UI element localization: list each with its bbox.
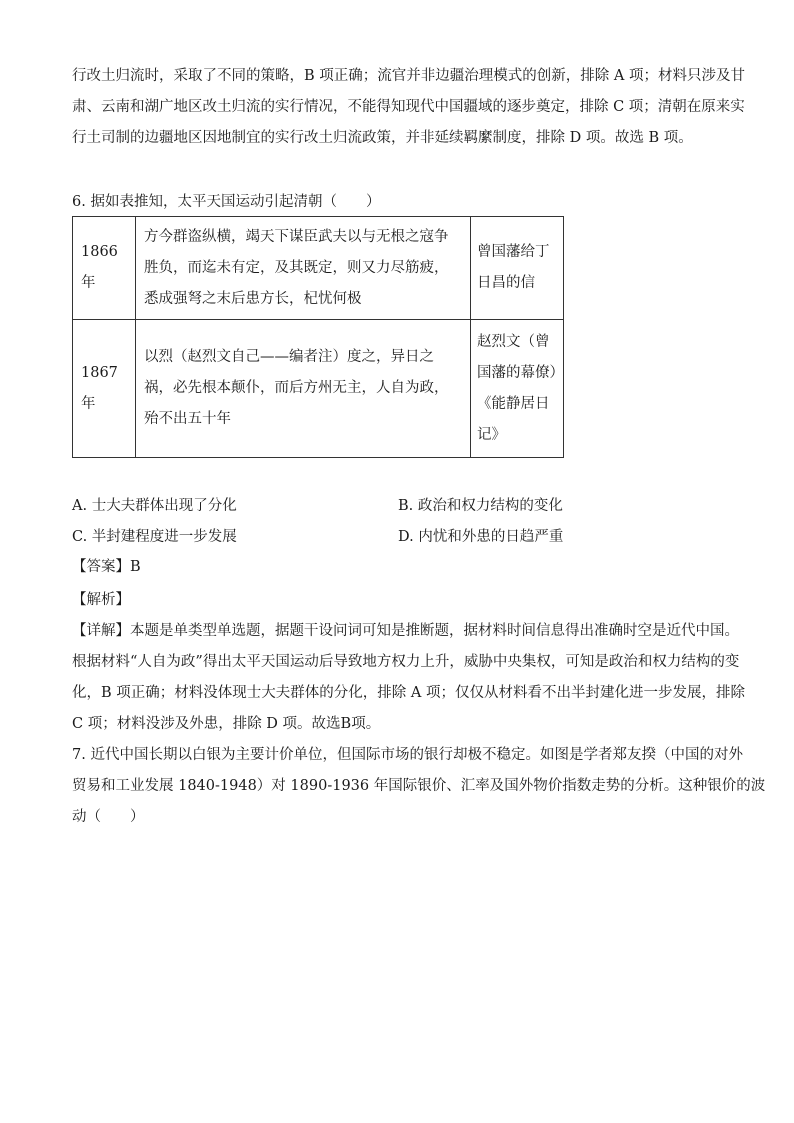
year-cell: 1867 年 — [73, 320, 136, 458]
answer-label: 【答案】 — [72, 559, 130, 575]
question-7-line: 贸易和工业发展 1840-1948）对 1890-1936 年国际银价、汇率及国外物价指数走势的分析。这种银价的波 — [72, 778, 766, 794]
prev-explanation-line: 行土司制的边疆地区因地制宜的实行改土归流政策，并非延续羁縻制度，排除 D 项。故选 B 项。 — [72, 130, 693, 146]
table-row — [73, 320, 564, 458]
answer-line — [72, 557, 141, 577]
source-cell: 赵烈文（曾国藩的幕僚）《能静居日记》 — [471, 320, 564, 458]
material-table — [72, 216, 564, 458]
option-a: A. 士大夫群体出现了分化 — [72, 498, 237, 514]
option-d: D. 内忧和外患的日趋严重 — [398, 529, 564, 545]
table-row — [73, 217, 564, 320]
question-6-title: 6. 据如表推知，太平天国运动引起清朝（ ） — [72, 194, 381, 210]
option-c: C. 半封建程度进一步发展 — [72, 529, 237, 545]
quote-cell: 以烈（赵烈文自己——编者注）度之，异日之祸，必先根本颠仆，而后方州无主，人自为政，殆不出五十年 — [136, 320, 471, 458]
quote-cell: 方今群盗纵横，竭天下谋臣武夫以与无根之寇争胜负，而迄未有定，及其既定，则又力尽筋疲，悉成强弩之末后患方长，杞忧何极 — [136, 217, 471, 320]
detail-line: C 项；材料没涉及外患，排除 D 项。故选B项。 — [72, 716, 381, 732]
year-cell: 1866 年 — [73, 217, 136, 320]
source-cell: 曾国藩给丁日昌的信 — [471, 217, 564, 320]
option-b: B. 政治和权力结构的变化 — [398, 498, 563, 514]
question-7-line: 7. 近代中国长期以白银为主要计价单位，但国际市场的银行却极不稳定。如图是学者郑友揆（中国的对外 — [72, 747, 743, 763]
prev-explanation-line: 肃、云南和湖广地区改土归流的实行情况，不能得知现代中国疆域的逐步奠定，排除 C 项；清朝在原来实 — [72, 99, 745, 115]
analysis-label: 【解析】 — [72, 592, 130, 608]
detail-line: 【详解】本题是单类型单选题，据题干设问词可知是推断题，据材料时间信息得出准确时空是近代中国。 — [72, 623, 739, 639]
detail-line: 根据材料“人自为政”得出太平天国运动后导致地方权力上升，威胁中央集权，可知是政治和权力结构的变 — [72, 654, 740, 670]
answer-value: B — [130, 559, 141, 575]
prev-explanation-line: 行改土归流时，采取了不同的策略，B 项正确；流官并非边疆治理模式的创新，排除 A 项；材料只涉及甘 — [72, 68, 745, 84]
detail-line: 化，B 项正确；材料没体现士大夫群体的分化，排除 A 项；仅仅从材料看不出半封建化进一步发展，排除 — [72, 685, 745, 701]
question-7-line: 动（ ） — [72, 809, 145, 825]
